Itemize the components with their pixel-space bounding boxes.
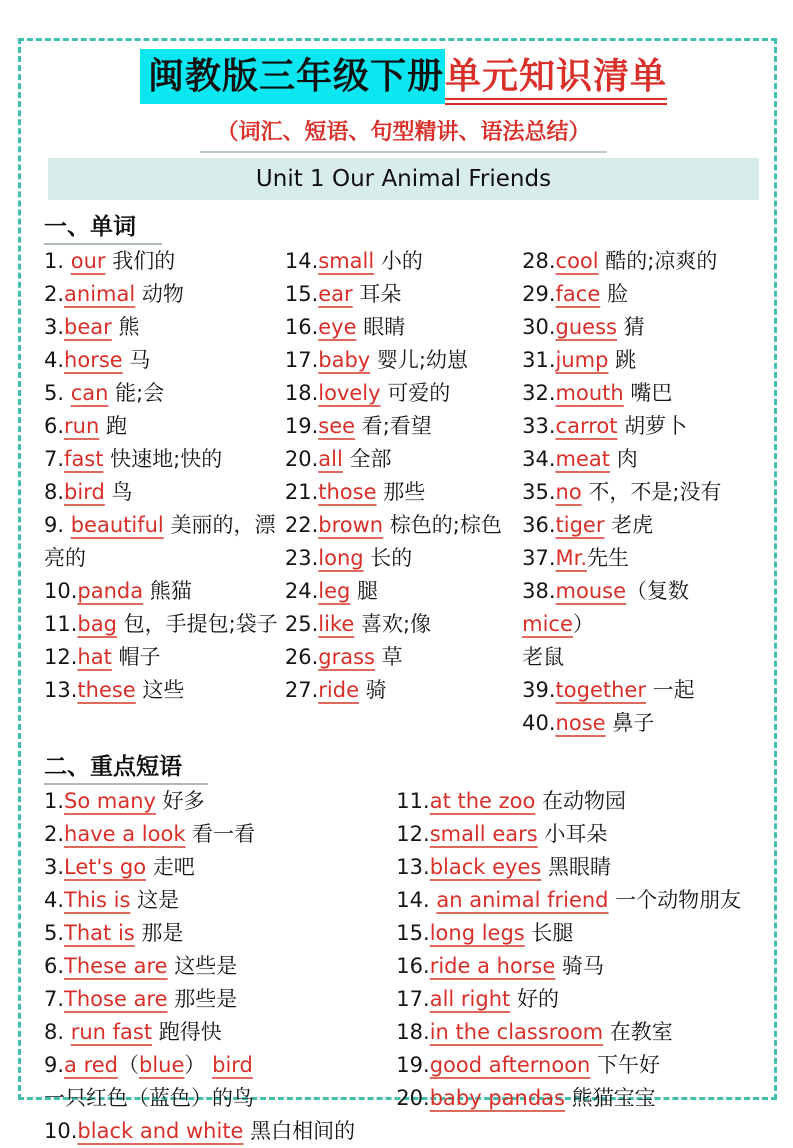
list-item [522, 476, 763, 509]
english-term: horse [64, 348, 123, 372]
list-item [44, 575, 285, 608]
words-column-3 [522, 245, 763, 740]
item-number: 34. [522, 447, 556, 471]
english-term: grass [318, 645, 375, 669]
english-term: at the zoo [429, 789, 536, 813]
phrases-column-1 [44, 785, 396, 1148]
chinese-translation: 包，手提包;袋子 [116, 612, 278, 636]
list-item [285, 377, 522, 410]
item-number: 16. [284, 315, 319, 339]
english-term: animal [64, 282, 136, 306]
english-term: mouse [555, 579, 627, 603]
item-number: 11. [396, 789, 430, 813]
english-term: nose [555, 711, 606, 735]
list-item [44, 1049, 396, 1115]
list-item [522, 674, 763, 707]
chinese-translation: 跑得快 [152, 1020, 222, 1044]
list-item [44, 641, 285, 674]
chinese-translation: 这是 [130, 888, 180, 912]
english-term: mice [522, 612, 573, 636]
worksheet-page [44, 46, 763, 1148]
english-term: our [70, 249, 106, 273]
english-term: those [318, 480, 377, 504]
item-number: 30. [522, 315, 556, 339]
english-term: cool [555, 249, 599, 273]
list-item [285, 641, 522, 674]
list-item [44, 344, 285, 377]
chinese-translation: （ [118, 1053, 140, 1077]
item-number: 36. [522, 513, 556, 537]
item-number: 9. [44, 513, 71, 537]
list-item [44, 785, 396, 818]
chinese-translation: 喜欢;像 [354, 612, 432, 636]
english-term: baby pandas [429, 1086, 565, 1110]
chinese-translation: 跳 [608, 348, 637, 372]
english-term: brown [318, 513, 384, 537]
english-term: Mr. [555, 546, 588, 570]
list-item [285, 278, 522, 311]
english-term: jump [555, 348, 609, 372]
chinese-translation: 不，不是;没有 [581, 480, 722, 504]
item-number: 17. [284, 348, 319, 372]
chinese-translation: 快速地;快的 [103, 447, 223, 471]
chinese-translation: 老鼠 [522, 645, 565, 669]
english-term: Let's go [64, 855, 147, 879]
english-term: ride a horse [429, 954, 556, 978]
chinese-translation: 我们的 [105, 249, 176, 273]
english-term: like [318, 612, 355, 636]
chinese-translation: 长的 [363, 546, 413, 570]
item-number: 19. [396, 1053, 430, 1077]
subtitle: （词汇、短语、句型精讲、语法总结） [200, 120, 606, 153]
english-term: Those are [64, 987, 168, 1011]
item-number: 37. [522, 546, 556, 570]
chinese-translation: 眼睛 [356, 315, 406, 339]
english-term: This is [64, 888, 131, 912]
list-item [285, 476, 522, 509]
list-item [285, 509, 522, 542]
list-item [44, 851, 396, 884]
item-number: 28. [522, 249, 556, 273]
unit-header: Unit 1 Our Animal Friends [48, 158, 759, 200]
english-term: a red [64, 1053, 119, 1077]
list-item [285, 674, 522, 707]
list-item [396, 851, 763, 884]
section-phrases-heading [44, 748, 763, 781]
english-term: bird [64, 480, 105, 504]
chinese-translation: 黑眼睛 [541, 855, 612, 879]
chinese-translation: 骑 [358, 678, 387, 702]
english-term: mouth [555, 381, 624, 405]
english-term: ear [318, 282, 353, 306]
item-number: 33. [522, 414, 556, 438]
item-number: 13. [396, 855, 430, 879]
english-term: small ears [429, 822, 538, 846]
item-number: 10. [44, 579, 78, 603]
english-term: all [318, 447, 343, 471]
item-number: 35. [522, 480, 556, 504]
chinese-translation: 老虎 [604, 513, 654, 537]
chinese-translation: 骑马 [555, 954, 604, 978]
english-term: all right [429, 987, 511, 1011]
list-item [44, 377, 285, 410]
list-item [396, 785, 763, 818]
words-list [44, 245, 763, 740]
list-item [285, 542, 522, 575]
chinese-translation: 帽子 [111, 645, 161, 669]
list-item [44, 884, 396, 917]
list-item [285, 311, 522, 344]
section-phrases-title: 二、重点短语 [44, 754, 208, 785]
list-item [44, 674, 285, 707]
item-number: 26. [284, 645, 319, 669]
english-term: bird [212, 1053, 253, 1077]
list-item [44, 311, 285, 344]
chinese-translation: 一起 [645, 678, 695, 702]
english-term: tiger [555, 513, 605, 537]
chinese-translation: 这些 [135, 678, 185, 702]
english-term: black eyes [429, 855, 542, 879]
item-number: 12. [396, 822, 430, 846]
english-term: can [70, 381, 109, 405]
list-item [44, 245, 285, 278]
english-term: together [555, 678, 646, 702]
title-red: 单元知识清单 [445, 56, 667, 105]
item-number: 40. [522, 711, 556, 735]
english-term: run [64, 414, 100, 438]
english-term: small [318, 249, 375, 273]
section-words-title: 一、单词 [44, 214, 162, 245]
english-term: So many [64, 789, 156, 813]
english-term: carrot [555, 414, 618, 438]
list-item [285, 410, 522, 443]
words-column-2 [285, 245, 522, 707]
english-term: long [318, 546, 364, 570]
item-number: 1. [44, 789, 65, 813]
list-item [44, 983, 396, 1016]
item-number: 7. [44, 987, 65, 1011]
chinese-translation: 耳朵 [352, 282, 402, 306]
chinese-translation: 美丽的，漂亮的 [44, 513, 276, 570]
list-item [44, 608, 285, 641]
item-number: 25. [284, 612, 319, 636]
item-number: 11. [44, 612, 78, 636]
chinese-translation: 好的 [510, 987, 559, 1011]
chinese-translation: 先生 [587, 546, 630, 570]
list-item [522, 443, 763, 476]
english-term: run fast [70, 1020, 153, 1044]
chinese-translation: 腿 [350, 579, 379, 603]
english-term: eye [318, 315, 357, 339]
item-number: 19. [284, 414, 319, 438]
list-item [44, 410, 285, 443]
english-term: black and white [77, 1119, 244, 1143]
list-item [44, 443, 285, 476]
english-term: fast [64, 447, 104, 471]
english-term: no [555, 480, 582, 504]
chinese-translation: 长腿 [524, 921, 574, 945]
item-number: 16. [396, 954, 430, 978]
list-item [44, 476, 285, 509]
english-term: ride [318, 678, 359, 702]
item-number: 3. [44, 315, 65, 339]
list-item [522, 509, 763, 542]
english-term: bag [77, 612, 117, 636]
chinese-translation: 熊猫 [143, 579, 192, 603]
chinese-translation: 鼻子 [605, 711, 655, 735]
list-item [285, 344, 522, 377]
item-number: 1. [44, 249, 71, 273]
chinese-translation: 可爱的 [380, 381, 451, 405]
list-item [285, 245, 522, 278]
chinese-translation: 酷的;凉爽的 [598, 249, 718, 273]
list-item [396, 818, 763, 851]
item-number: 10. [44, 1119, 78, 1143]
list-item [44, 1115, 396, 1148]
item-number: 7. [44, 447, 65, 471]
chinese-translation: 那是 [134, 921, 184, 945]
english-term: in the classroom [429, 1020, 604, 1044]
item-number: 22. [284, 513, 319, 537]
chinese-translation: 全部 [342, 447, 392, 471]
chinese-translation: 小耳朵 [537, 822, 608, 846]
english-term: long legs [429, 921, 525, 945]
chinese-translation: 跑 [99, 414, 127, 438]
english-term: good afternoon [429, 1053, 591, 1077]
item-number: 2. [44, 822, 65, 846]
list-item [44, 950, 396, 983]
item-number: 27. [284, 678, 319, 702]
item-number: 24. [284, 579, 319, 603]
item-number: 18. [396, 1020, 430, 1044]
list-item [44, 818, 396, 851]
item-number: 20. [284, 447, 319, 471]
chinese-translation: 看一看 [185, 822, 256, 846]
english-term: blue [139, 1053, 185, 1077]
list-item [44, 509, 285, 575]
list-item [522, 410, 763, 443]
item-number: 6. [44, 954, 65, 978]
chinese-translation: 走吧 [146, 855, 195, 879]
chinese-translation: 在教室 [603, 1020, 673, 1044]
item-number: 17. [396, 987, 430, 1011]
english-term: lovely [318, 381, 381, 405]
item-number: 20. [396, 1086, 430, 1110]
item-number: 5. [44, 381, 71, 405]
english-term: leg [318, 579, 351, 603]
item-number: 39. [522, 678, 556, 702]
english-term: meat [555, 447, 611, 471]
item-number: 29. [522, 282, 556, 306]
list-item [522, 278, 763, 311]
chinese-translation: 那些是 [167, 987, 238, 1011]
item-number: 15. [396, 921, 430, 945]
chinese-translation: 一个动物朋友 [608, 888, 742, 912]
chinese-translation: 能;会 [108, 381, 165, 405]
list-item [44, 1016, 396, 1049]
list-item [285, 443, 522, 476]
chinese-translation: ） [184, 1053, 213, 1077]
chinese-translation: 在动物园 [535, 789, 627, 813]
subtitle-row [44, 115, 763, 146]
list-item [396, 917, 763, 950]
item-number: 4. [44, 348, 65, 372]
item-number: 21. [284, 480, 319, 504]
list-item [522, 707, 763, 740]
chinese-translation: 猜 [616, 315, 645, 339]
item-number: 18. [284, 381, 319, 405]
item-number: 3. [44, 855, 65, 879]
words-column-1 [44, 245, 285, 707]
list-item [522, 245, 763, 278]
english-term: face [555, 282, 601, 306]
list-item [522, 311, 763, 344]
english-term: baby [318, 348, 371, 372]
page-title [44, 48, 763, 99]
item-number: 8. [44, 480, 65, 504]
chinese-translation: 好多 [155, 789, 205, 813]
english-term: bear [64, 315, 112, 339]
list-item [396, 1082, 763, 1115]
english-term: see [318, 414, 356, 438]
chinese-translation: 马 [122, 348, 151, 372]
item-number: 2. [44, 282, 65, 306]
english-term: an animal friend [436, 888, 609, 912]
list-item [44, 917, 396, 950]
list-item [522, 377, 763, 410]
list-item [396, 884, 763, 917]
chinese-translation: 小的 [374, 249, 423, 273]
chinese-translation: 肉 [610, 447, 638, 471]
chinese-translation: 熊猫宝宝 [564, 1086, 656, 1110]
chinese-translation: 黑白相间的 [243, 1119, 356, 1143]
item-number: 6. [44, 414, 65, 438]
chinese-translation: 鸟 [104, 480, 133, 504]
list-item [396, 983, 763, 1016]
section-words-heading [44, 208, 763, 241]
english-term: beautiful [70, 513, 164, 537]
phrases-column-2 [396, 785, 763, 1115]
item-number: 14. [396, 888, 437, 912]
chinese-translation: 这些是 [167, 954, 238, 978]
english-term: panda [77, 579, 144, 603]
chinese-translation: 胡萝卜 [617, 414, 688, 438]
item-number: 5. [44, 921, 65, 945]
item-number: 14. [284, 249, 319, 273]
chinese-translation: 一只红色（蓝色）的鸟 [44, 1086, 254, 1110]
english-term: These are [64, 954, 168, 978]
english-term: hat [77, 645, 112, 669]
list-item [522, 542, 763, 575]
item-number: 32. [522, 381, 556, 405]
item-number: 13. [44, 678, 78, 702]
chinese-translation: 下午好 [590, 1053, 661, 1077]
chinese-translation: 熊 [111, 315, 140, 339]
item-number: 12. [44, 645, 78, 669]
english-term: have a look [64, 822, 186, 846]
title-highlight: 闽教版三年级下册 [140, 49, 445, 104]
item-number: 9. [44, 1053, 65, 1077]
item-number: 4. [44, 888, 65, 912]
chinese-translation: 脸 [600, 282, 628, 306]
chinese-translation: 嘴巴 [623, 381, 673, 405]
list-item [396, 1016, 763, 1049]
list-item [522, 344, 763, 377]
list-item [285, 608, 522, 641]
english-term: That is [64, 921, 135, 945]
chinese-translation: 那些 [376, 480, 426, 504]
chinese-translation: 草 [374, 645, 403, 669]
chinese-translation: （复数 [626, 579, 690, 603]
list-item [396, 950, 763, 983]
english-term: these [77, 678, 136, 702]
item-number: 8. [44, 1020, 71, 1044]
list-item [285, 575, 522, 608]
item-number: 31. [522, 348, 556, 372]
chinese-translation: 动物 [135, 282, 184, 306]
english-term: guess [555, 315, 617, 339]
chinese-translation: ） [572, 612, 594, 636]
list-item [522, 575, 763, 674]
chinese-translation: 棕色的;棕色 [383, 513, 502, 537]
chinese-translation: 看;看望 [355, 414, 432, 438]
list-item [396, 1049, 763, 1082]
item-number: 38. [522, 579, 556, 603]
phrases-list [44, 785, 763, 1148]
chinese-translation: 婴儿;幼崽 [370, 348, 468, 372]
item-number: 23. [284, 546, 319, 570]
item-number: 15. [284, 282, 319, 306]
list-item [44, 278, 285, 311]
